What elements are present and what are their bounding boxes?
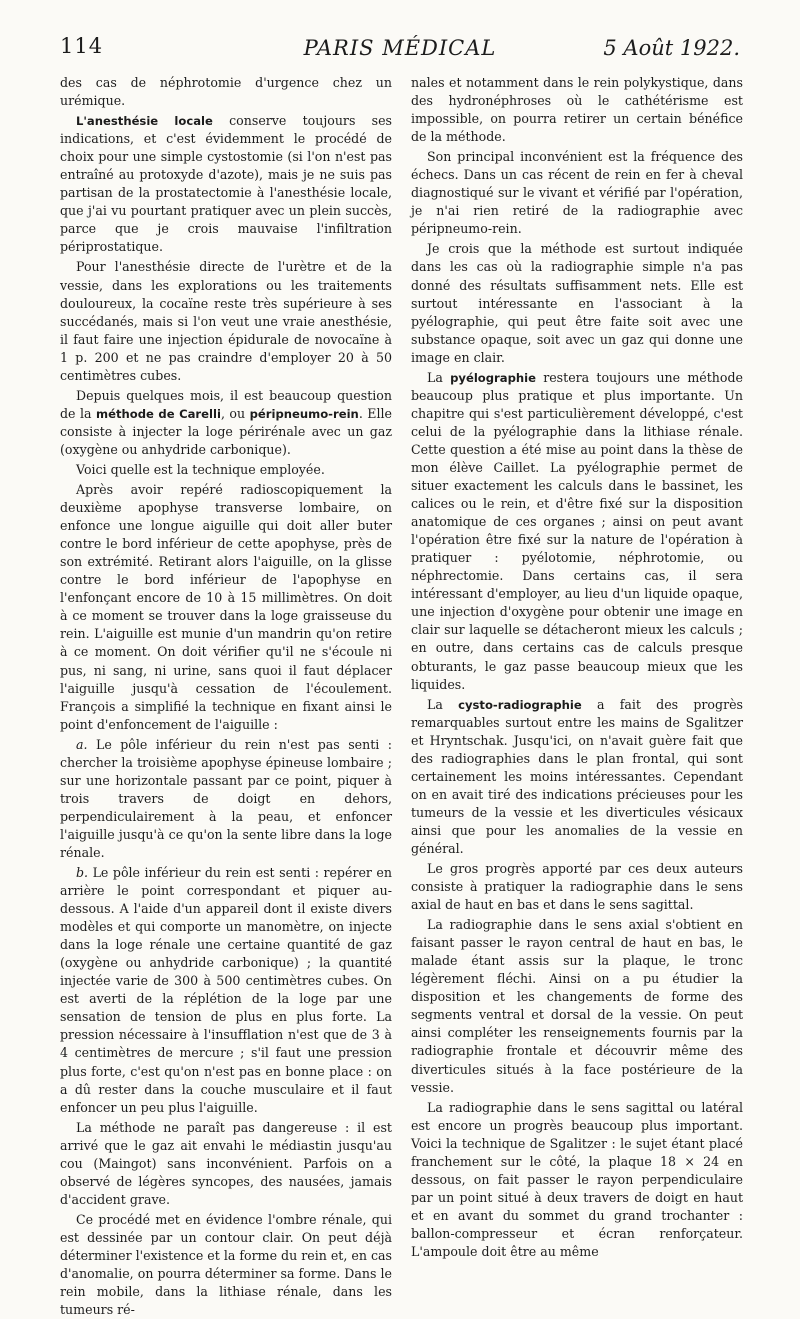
paragraph: La radiographie dans le sens sagittal ou latéral est encore un progrès beaucoup plus important. Voici la technique de Sgalitzer : le sujet étant placé franchement sur le côté, la plaque 18 × 24 en dessous, on fait passer le rayon perpendiculaire par un point situé à deux travers de doigt en haut et en avant du sommet du grand trochanter : ballon-compresseur et écran renforçateur. L'ampoule doit être au même (411, 1099, 743, 1259)
list-label-b: b. (76, 865, 89, 881)
paragraph: Je crois que la méthode est surtout indiquée dans les cas où la radiographie simple n'a pas donné des résultats suffisamment nets. Elle est surtout intéressante en l'associant à la pyélographie, qui peut être faite soit avec une substance opaque, soit avec un gaz qui donne une image en clair. (411, 241, 743, 365)
left-column (60, 74, 393, 1318)
paragraph: Son principal inconvénient est la fréquence des échecs. Dans un cas récent de rein en fer à cheval diagnostiqué sur le vivant et vérifié par l'opération, je n'ai rien retiré de la radiographie avec péripneumo-rein. (411, 149, 743, 237)
paragraph: Après avoir repéré radioscopiquement la deuxième apophyse transverse lombaire, on enfonce une longue aiguille qui doit aller buter contre le bord inférieur de cette apophyse, près de son extrémité. Retirant alors l'aiguille, on la glisse contre le bord inférieur de l'apophyse en l'enfonçant encore de 10 à 15 millimètres. On doit à ce moment se trouver dans la loge graisseuse du rein. L'aiguille est munie d'un mandrin qu'on retire à ce moment. On doit vérifier qu'il ne s'écoule ni pus, ni sang, ni urine, sans quoi il faut déplacer l'aiguille jusqu'à cessation de l'écoulement. François a simplifié la technique en fixant ainsi le point d'enfoncement de l'aiguille : (60, 482, 392, 732)
page-number: 114 (60, 34, 104, 58)
paragraph: La radiographie dans le sens axial s'obtient en faisant passer le rayon central de haut en bas, le malade étant assis sur la plaque, le tronc légèrement fléchi. Ainsi on a pu étudier la disposition et les changements de forme des segments ventral et dorsal de la vessie. On peut ainsi compléter les renseignements fournis par la radiographie frontale et découvrir même des diverticules situés à la face postérieure de la vessie. (411, 917, 743, 1095)
term-cysto-radiographie: cysto-radiographie (458, 697, 582, 712)
paragraph: Voici quelle est la technique employée. (76, 461, 325, 477)
paragraph: nales et notamment dans le rein polykystique, dans des hydronéphroses où le cathétérisme est impossible, on pourra retirer un certain bénéfice de la méthode. (411, 75, 743, 145)
paragraph: La cysto-radiographie a fait des progrès remarquables surtout entre les mains de Sgalitzer et Hryntschak. Jusqu'ici, on n'avait guère fait que des radiographies dans le plan frontal, qui sont certainement les moins intéressantes. Cependant on en avait tiré des indications précieuses pour les tumeurs de la vessie et les diverticules vésicaux ainsi que pour les anomalies de la vessie en général. (411, 696, 744, 856)
page-header (60, 34, 740, 70)
term-pyelographie: pyélographie (450, 370, 536, 385)
paragraph: Ce procédé met en évidence l'ombre rénale, qui est dessinée par un contour clair. On peut déjà déterminer l'existence et la forme du rein et, en cas d'anomalie, on pourra déterminer sa forme. Dans le rein mobile, dans la lithiase rénale, dans les tumeurs ré- (60, 1211, 392, 1318)
paragraph: L'anesthésie locale conserve toujours ses indications, et c'est évidemment le procédé de choix pour une simple cystostomie (si l'on n'est pas entraîné au protoxyde d'azote), mais je ne suis pas partisan de la prostatectomie à l'anesthésie locale, que j'ai vu pourtant pratiquer avec un plein succès, parce que je crois mauvaise l'infiltration périprostatique. (60, 113, 393, 255)
term-anesthesie-locale: L'anesthésie locale (76, 114, 213, 129)
term-peripneumo-rein: péripneumo-rein (249, 406, 359, 421)
paragraph: La méthode ne paraît pas dangereuse : il est arrivé que le gaz ait envahi le médiastin jusqu'au cou (Maingot) sans inconvénient. Parfois on a observé de légères syncopes, des nausées, jamais d'accident grave. (60, 1119, 392, 1207)
issue-date: 5 Août 1922. (603, 36, 740, 60)
term-methode-carelli: méthode de Carelli (96, 406, 221, 421)
paragraph: La pyélographie restera toujours une méthode beaucoup plus pratique et plus importante. Un chapitre qui s'est particulièrement développé, c'est celui de la pyélographie dans la lithiase rénale. Cette question a été mise au point dans la thèse de mon élève Caillet. La pyélographie permet de situer exactement les calculs dans le bassinet, les calices ou le rein, et d'être fixé sur la disposition anatomique de ces organes ; ainsi on peut avant l'opération être fixé sur la nature de l'opération à pratiquer : pyélotomie, néphrotomie, ou néphrectomie. Dans certains cas, il sera intéressant d'employer, au lieu d'un liquide opaque, une injection d'oxygène pour obtenir une image en clair sur laquelle se détacheront mieux les calculs ; en outre, dans certains cas de calculs presque obturants, le gaz passe beaucoup mieux que les liquides. (411, 369, 743, 692)
paragraph: Depuis quelques mois, il est beaucoup question de la méthode de Carelli, ou péripneumo-rein. Elle consiste à injecter la loge périrénale avec un gaz (oxygène ou anhydride carbonique). (60, 387, 393, 457)
paragraph: Pour l'anesthésie directe de l'urètre et de la vessie, dans les explorations ou les traitements douloureux, la cocaïne reste très supérieure à ses succédanés, mais si l'on veut une vraie anesthésie, il faut faire une injection épidurale de novocaïne à 1 p. 200 et ne pas craindre d'employer 20 à 50 centimètres cubes. (60, 259, 392, 383)
list-label-a: a. (76, 736, 88, 752)
right-column (411, 74, 744, 1259)
journal-title: PARIS MÉDICAL (303, 36, 497, 60)
paragraph: des cas de néphrotomie d'urgence chez un urémique. (60, 75, 392, 109)
paragraph: b. Le pôle inférieur du rein est senti : repérer en arrière le point correspondant et piquer au-dessous. A l'aide d'un appareil dont il existe divers modèles et qui comporte un manomètre, on injecte dans la loge rénale une certaine quantité de gaz (oxygène ou anhydride carbonique) ; la quantité injectée varie de 300 à 500 centimètres cubes. On est averti de la réplétion de la loge par une sensation de tension de plus en plus forte. La pression nécessaire à l'insufflation n'est que de 3 à 4 centimètres de mercure ; s'il faut une pression plus forte, c'est qu'on n'est pas en bonne place : on a dû rester dans la couche musculaire et il faut enfoncer un peu plus l'aiguille. (60, 865, 392, 1115)
paragraph: Le gros progrès apporté par ces deux auteurs consiste à pratiquer la radiographie dans le sens axial de haut en bas et dans le sens sagittal. (411, 861, 743, 913)
paragraph: a. Le pôle inférieur du rein n'est pas senti : chercher la troisième apophyse épineuse lombaire ; sur une horizontale passant par ce point, piquer à trois travers de doigt en dehors, perpendiculairement à la peau, et enfoncer l'aiguille jusqu'à ce qu'on la sente libre dans la loge rénale. (60, 736, 392, 860)
